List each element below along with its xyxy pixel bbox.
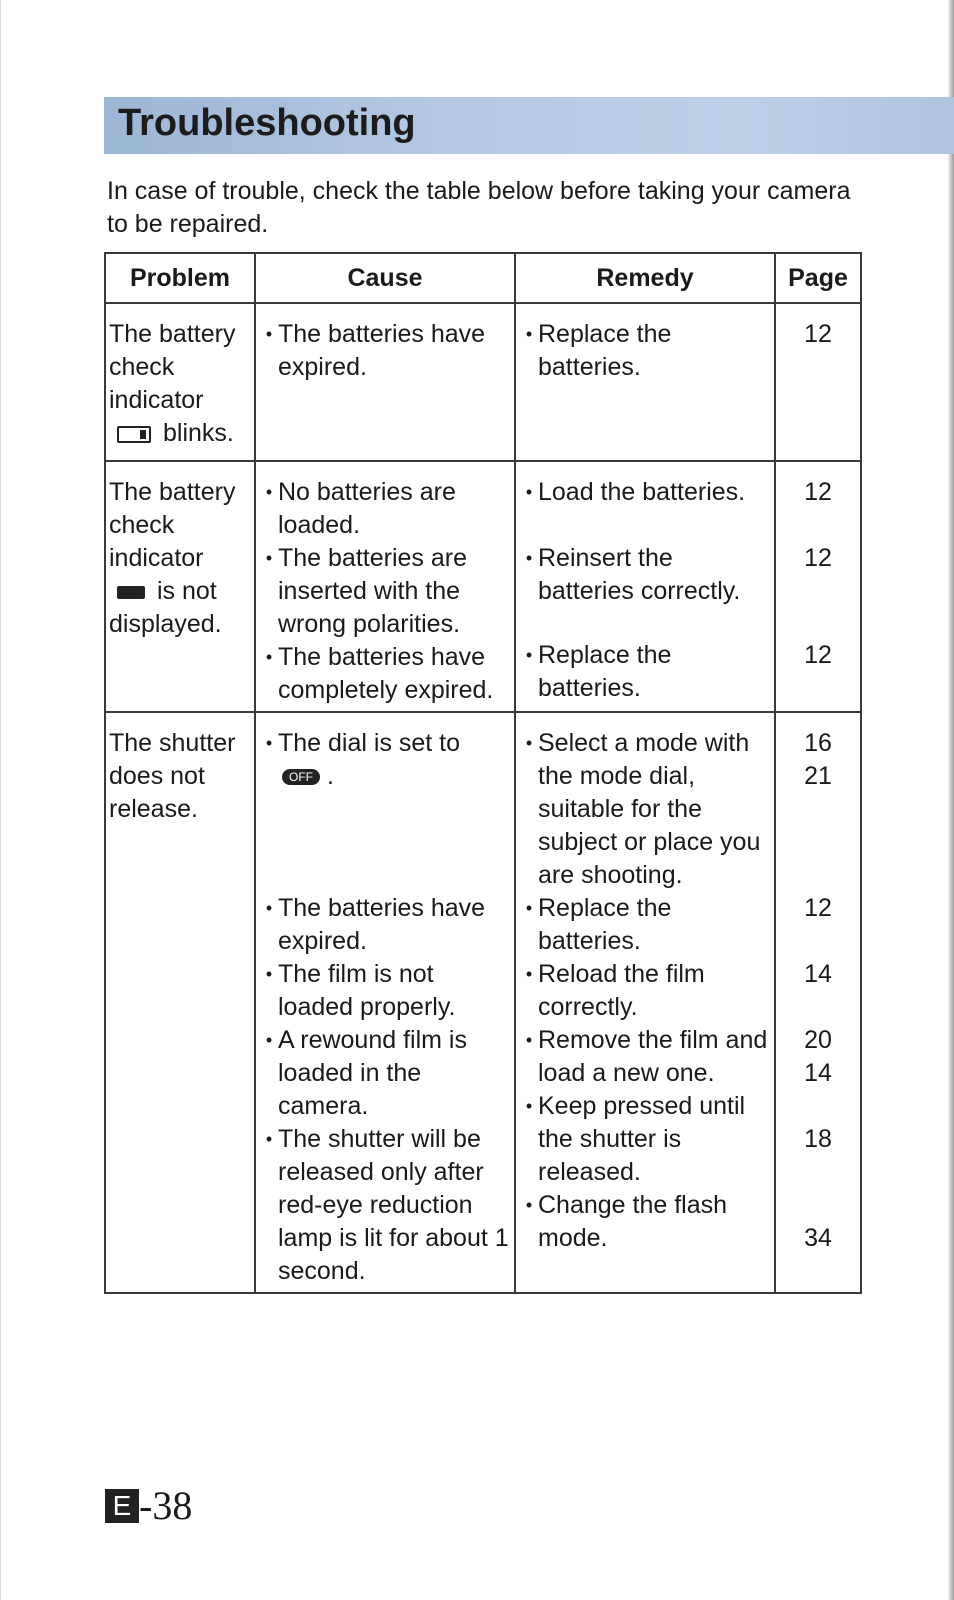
remedy-item: • Replace the batteries. (520, 892, 772, 958)
problem-cell (105, 303, 255, 461)
bullet-icon: • (265, 647, 273, 667)
page-ref: 12 (804, 478, 832, 506)
bullet-icon: • (525, 324, 533, 344)
bullet-icon: • (265, 733, 273, 753)
header-cause: Cause (255, 253, 515, 303)
intro-paragraph: In case of trouble, check the table below before taking your camera to be repaired. (107, 177, 851, 238)
bullet-icon: • (265, 898, 273, 918)
cause-item: • The batteries are inserted with the wrong polarities. (260, 542, 512, 641)
remedy-item: • Change the flash mode. (520, 1189, 772, 1255)
bullet-icon: • (525, 1195, 533, 1215)
title-bar (104, 97, 954, 154)
cause-item: • The film is not loaded properly. (260, 958, 512, 1024)
cause-item: • The batteries have expired. (260, 318, 512, 384)
header-problem: Problem (105, 253, 255, 303)
problem-text: The battery check indicator (109, 320, 236, 414)
bullet-icon: • (525, 1096, 533, 1116)
problem-text: The battery check indicator (109, 478, 236, 572)
remedy-item: • Reinsert the batteries correctly. (520, 542, 772, 639)
page-ref: 12 (804, 320, 832, 348)
bullet-icon: • (525, 733, 533, 753)
cause-cell (255, 712, 515, 1293)
header-page: Page (775, 253, 861, 303)
page-ref: 12 (804, 641, 832, 669)
remedy-item: • Select a mode with the mode dial, suitable for the subject or place you are shooting. (520, 727, 772, 892)
remedy-item: • Replace the batteries. (520, 318, 772, 384)
bullet-icon: • (265, 1129, 273, 1149)
problem-text: The shutter does not release. (109, 729, 236, 823)
cause-item: • The batteries have completely expired. (260, 641, 512, 707)
problem-cell (105, 712, 255, 1293)
bullet-icon: • (265, 1030, 273, 1050)
remedy-cell (515, 712, 775, 1293)
page-ref: 14 (804, 1059, 832, 1087)
cause-cell (255, 461, 515, 712)
bullet-icon: • (265, 324, 273, 344)
bullet-icon: • (265, 548, 273, 568)
page-ref: 14 (804, 960, 832, 988)
table-row (105, 461, 861, 712)
cause-item: • The shutter will be released only after red-eye reduction lamp is lit for about 1 second. (260, 1123, 512, 1288)
problem-cell (105, 461, 255, 712)
section-letter-box: E (105, 1489, 139, 1523)
cause-item: • The batteries have expired. (260, 892, 512, 958)
page-cell (775, 712, 861, 1293)
page-edge (0, 0, 1, 1600)
battery-low-icon (117, 426, 151, 443)
page-cell (775, 303, 861, 461)
problem-text-end: is not displayed. (109, 577, 222, 638)
page-binding-edge (948, 0, 954, 1600)
bullet-icon: • (525, 1030, 533, 1050)
cause-item: • A rewound film is loaded in the camera. (260, 1024, 512, 1123)
page-ref: 20 (804, 1026, 832, 1054)
bullet-icon: • (525, 482, 533, 502)
table-row (105, 712, 861, 1293)
page-ref: 12 (804, 544, 832, 572)
cause-cell (255, 303, 515, 461)
page-ref: 16 (804, 729, 832, 757)
bullet-icon: • (525, 645, 533, 665)
battery-full-icon (117, 586, 145, 599)
table-row (105, 303, 861, 461)
table-header-row (105, 253, 861, 303)
remedy-item: • Keep pressed until the shutter is released. (520, 1090, 772, 1189)
bullet-icon: • (265, 964, 273, 984)
bullet-icon: • (525, 964, 533, 984)
page-title: Troubleshooting (118, 102, 416, 144)
off-icon: OFF (282, 769, 320, 785)
remedy-cell (515, 303, 775, 461)
troubleshooting-table (104, 252, 862, 1294)
page-number: -38 (139, 1483, 193, 1528)
problem-text-end: blinks. (163, 419, 234, 447)
bullet-icon: • (265, 482, 273, 502)
cause-item: • The dial is set to OFF . (260, 727, 512, 892)
page-ref: 12 (804, 894, 832, 922)
remedy-item: • Remove the film and load a new one. (520, 1024, 772, 1090)
page-ref: 34 (804, 1224, 832, 1252)
remedy-item: • Load the batteries. (520, 476, 772, 542)
remedy-item: • Reload the film correctly. (520, 958, 772, 1024)
page-footer (105, 1482, 192, 1529)
page-cell (775, 461, 861, 712)
remedy-cell (515, 461, 775, 712)
bullet-icon: • (525, 548, 533, 568)
cause-item: • No batteries are loaded. (260, 476, 512, 542)
page-ref: 21 (804, 762, 832, 790)
remedy-item: • Replace the batteries. (520, 639, 772, 705)
bullet-icon: • (525, 898, 533, 918)
header-remedy: Remedy (515, 253, 775, 303)
page-ref: 18 (804, 1125, 832, 1153)
